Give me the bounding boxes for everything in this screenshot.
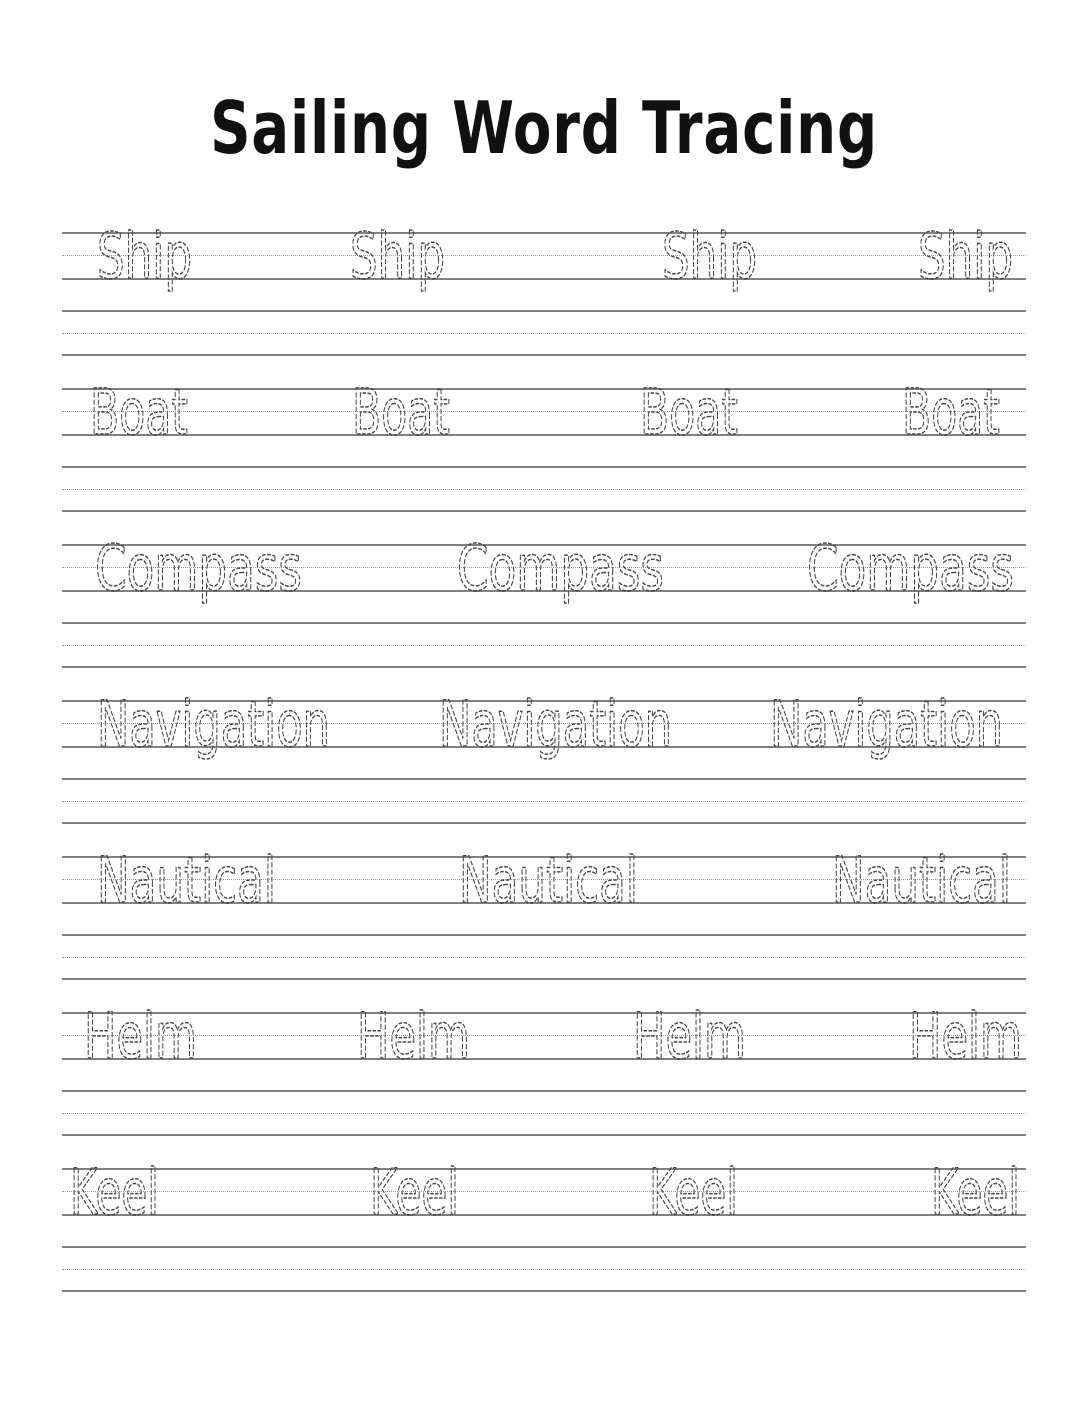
traced-word <box>455 532 676 616</box>
traced-word-text: Keel <box>370 1156 459 1229</box>
practice-guide-topline <box>62 310 1026 312</box>
practice-guide-topline <box>62 466 1026 468</box>
trace-guide-baseline <box>62 278 1026 280</box>
traced-word-text: Helm <box>909 1000 1022 1073</box>
trace-guide-midline <box>62 1191 1026 1192</box>
traced-word-text: Boat <box>640 376 738 449</box>
traced-word-text: Compass <box>807 532 1014 605</box>
word-row-navigation <box>62 688 1026 830</box>
traced-word-text: Helm <box>633 1000 746 1073</box>
trace-guide-midline <box>62 411 1026 412</box>
traced-word-text: Helm <box>84 1000 197 1073</box>
word-row-compass <box>62 532 1026 674</box>
traced-word-text: Ship <box>350 220 445 293</box>
practice-guide-midline <box>62 1113 1026 1114</box>
traced-word <box>355 1000 482 1084</box>
traced-word <box>660 220 769 304</box>
traced-word <box>348 220 457 304</box>
word-row-helm <box>62 1000 1026 1142</box>
practice-guide-baseline <box>62 1290 1026 1292</box>
practice-guide-baseline <box>62 666 1026 668</box>
traced-word <box>916 220 1025 304</box>
practice-guide-midline <box>62 1269 1026 1270</box>
traced-word-text: Ship <box>918 220 1013 293</box>
traced-word-text: Boat <box>902 376 1000 449</box>
traced-word-text: Compass <box>95 532 302 605</box>
traced-word-text: Nautical <box>459 844 638 917</box>
traced-word-text: Navigation <box>770 688 1003 761</box>
practice-guide-midline <box>62 957 1026 958</box>
trace-guide-topline <box>62 232 1026 234</box>
practice-guide-baseline <box>62 978 1026 980</box>
traced-word <box>95 844 288 928</box>
traced-word-text: Ship <box>662 220 757 293</box>
traced-word-text: Nautical <box>832 844 1011 917</box>
practice-guide-midline <box>62 333 1026 334</box>
traced-word <box>368 1156 471 1240</box>
traced-word-text: Boat <box>90 376 188 449</box>
word-row-keel <box>62 1156 1026 1298</box>
practice-guide-midline <box>62 801 1026 802</box>
traced-word <box>350 376 462 460</box>
traced-word-text: Nautical <box>97 844 276 917</box>
practice-guide-midline <box>62 489 1026 490</box>
traced-word-text: Boat <box>352 376 450 449</box>
traced-word-text: Navigation <box>439 688 672 761</box>
trace-guide-topline <box>62 1168 1026 1170</box>
traced-word <box>437 688 684 772</box>
practice-guide-topline <box>62 778 1026 780</box>
traced-word-text: Ship <box>97 220 192 293</box>
practice-guide-topline <box>62 934 1026 936</box>
traced-word <box>95 220 204 304</box>
word-row-ship <box>62 220 1026 362</box>
practice-guide-baseline <box>62 510 1026 512</box>
traced-word-text: Keel <box>649 1156 738 1229</box>
traced-word <box>631 1000 758 1084</box>
practice-guide-baseline <box>62 1134 1026 1136</box>
traced-word <box>900 376 1012 460</box>
practice-guide-baseline <box>62 354 1026 356</box>
word-row-nautical <box>62 844 1026 986</box>
page-title: Sailing Word Tracing <box>210 86 878 170</box>
trace-guide-midline <box>62 255 1026 256</box>
traced-word-text: Compass <box>457 532 664 605</box>
traced-word <box>768 688 1015 772</box>
traced-word <box>93 532 314 616</box>
traced-word-text: Navigation <box>97 688 330 761</box>
traced-word-text: Keel <box>931 1156 1020 1229</box>
traced-word-text: Helm <box>357 1000 470 1073</box>
traced-word <box>638 376 750 460</box>
word-row-boat <box>62 376 1026 518</box>
trace-guide-baseline <box>62 434 1026 436</box>
traced-word <box>907 1000 1034 1084</box>
practice-guide-baseline <box>62 822 1026 824</box>
practice-guide-topline <box>62 622 1026 624</box>
traced-word <box>457 844 650 928</box>
practice-guide-topline <box>62 1090 1026 1092</box>
trace-guide-topline <box>62 388 1026 390</box>
traced-word <box>68 1156 171 1240</box>
traced-word <box>82 1000 209 1084</box>
traced-word <box>95 688 342 772</box>
traced-word <box>805 532 1026 616</box>
practice-guide-topline <box>62 1246 1026 1248</box>
traced-word <box>830 844 1023 928</box>
practice-guide-midline <box>62 645 1026 646</box>
trace-guide-baseline <box>62 1214 1026 1216</box>
traced-word <box>647 1156 750 1240</box>
traced-word <box>88 376 200 460</box>
traced-word <box>929 1156 1032 1240</box>
traced-word-text: Keel <box>70 1156 159 1229</box>
